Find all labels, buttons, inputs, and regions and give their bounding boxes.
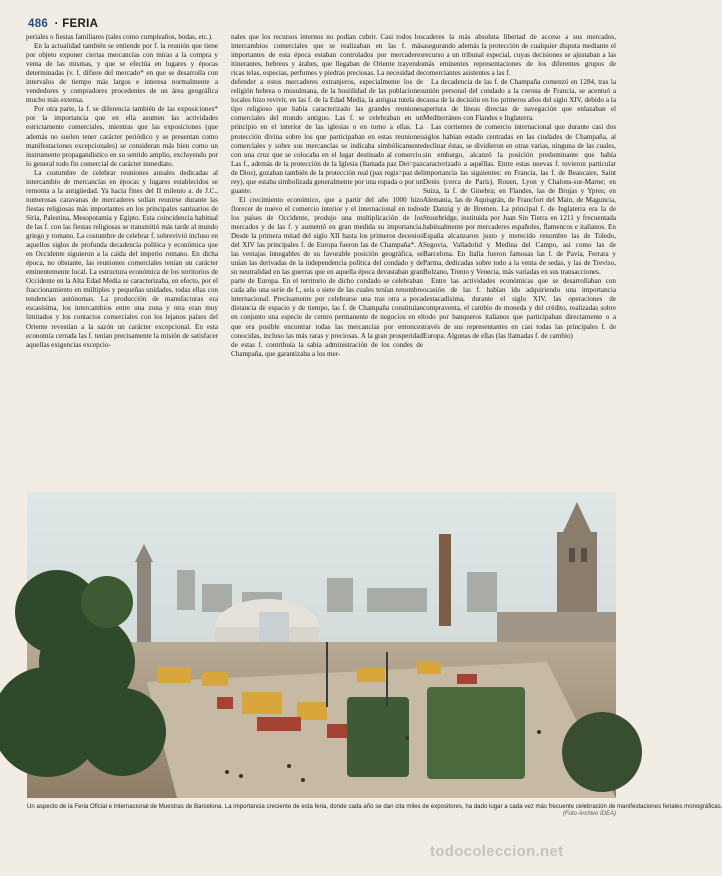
watermark: todocoleccion.net [430, 843, 564, 860]
hedge-center [347, 697, 409, 777]
paragraph: Entre las actividades económicas que se desarrollaban con ocasión de las f. habían ido adquiriendo una importancia destacadísima, durante el siglo XIV, las operaciones de compraventa, el cambio de moneda y del crédito, realizadas sobre todo por banqueros italianos que participaban directamente o a través de sus representantes en casi todas las principales f. de Europa. Algunas de ellas (las llamadas f. de cambio) [423, 277, 616, 340]
section-title: · FERIA [54, 18, 99, 30]
paragraph: periales o fiestas familiares (tales como cumpleaños, bodas, etc.). [26, 33, 213, 41]
paragraph: En la actualidad también se entiende por f. la reunión que tiene por objeto exponer ciertas mercancías con miras a la compra y venta de las mismas, y que se efectúa en lugares y épocas determinadas (v. f. difiere del mercado* en que se desarrolla con intervalos de tiempo más largos e interesa normalmente a vendedores y compradores procedentes de un área geográfica mucho más extensa. [26, 42, 218, 105]
paragraph: nales que los recursos internos no podían cubrir. Casi todos los intercambios comerciales que se realizaban en las f. más importantes de esta época estaban controlados por mercaderes itinerantes, hebreos y árabes, que llegaban de Oriente trayendo ricas telas, especias, perfumes y piedras preciosas. La necesidad de defender a estos mercaderes extranjeros, especialmente los de religión hebrea o musulmana, de la hostilidad de las poblaciones locales hizo revivir, en las f. de la Edad Media, la antigua tutela de tipo religioso que había caracterizado las grandes reuniones comerciales del mundo antiguo. Las f. se celebraban en un principio en el interior de las iglesias o en torno a ellas. La protección divina sobre los que participaban en estas reuniones comerciales y sobre sus mercancías se indicaba simbólicamente con una cruz que se colocaba en el lugar destinado al comercio. Las f., además de la protección de la Iglesia (llamada paz Dei=paz de Dios), gozaban también de la protección real (pax regis=paz del rey), que estaba simbolizada generalmente por una espada o por un guante. [231, 33, 423, 195]
hedge-right [427, 687, 525, 779]
photo-caption: Un aspecto de la Feria Oficial e Internacional de Muestras de Barcelona. La importancia creciente de esta feria, donde cada año se dan cita miles de expositores, ha dado lugar a cada vez más frecuente celebración de manifestaciones feriales monográficas. [27, 803, 722, 810]
text-column-1 [26, 33, 218, 467]
paragraph: Por otra parte, la f. se diferencia también de las exposiciones* por la importancia que en ella asumen las actividades estrictamente comerciales, mientras que las exposiciones (que además no suelen tener carácter periódico y se presentan como manifestaciones excepcionales) se consideran más bien como un instrumento propagandístico en su sentido amplio, excluyendo por lo general todo fin comercial de carácter inmediato. [26, 105, 218, 168]
photo-credit: (Foto Archivo IDEA) [562, 811, 616, 817]
paragraph: Las corrientes de comercio internacional que durante casi dos siglos habían estado centradas en las ciudades de Champaña, al declinar éstas, se dividieron en otras varias, ninguna de las cuales, sin embargo, alcanzó la posición predominante que había caracterizado a aquéllas. Entre estas nuevas f. tuvieron particular importancia las siguientes: en Francia, las f. de Beaucaire, Saint Denis (cerca de París), Rouen, Lyon y Chalons-sur-Marne; en Suiza, la f. de Ginebra; en Flandes, las de Brujas y Ypres; en Alemania, las de Aquisgrán, de Francfort del Main, de Maguncia, de Danzig y de Bremen. La principal f. de Inglaterra era la de Stourbridge, instituida por Juan Sin Tierra en 1211 y frecuentada habitualmente por mercaderes españoles, flamencos e italianos. En España alcanzaron justo y merecido renombre las de Toledo, Segovia, Valladolid y Medina del Campo, así como las de Barcelona. En Italia fueron famosas las f. de Pavía, Ferrara y Parma, dedicadas sobre todo a la venta de sedas, y las de Treviso, Bolzano, Trento y Venecia, más variadas en sus transacciones. [423, 123, 616, 277]
text-column-3 [423, 33, 616, 467]
left-tower [135, 544, 153, 642]
paragraph: caderes la más absoluta libertad de acceso a sus mercados, asegurando además la protección de cualquier disputa mediante el recurso a un tribunal especial, cuyas decisiones se ajustaban a las más eminentes representaciones de los diferentes grupos de comerciantes asistentes a las f. [423, 33, 616, 78]
chimney [439, 534, 451, 626]
paragraph: El crecimiento económico, que a partir del año 1000 hizo florecer de nuevo el comercio interior y el internacional en todos los países de Occidente, produjo una multiplicación de los mercados y de las f. y aumentó en gran medida su importancia. Desde la primera mitad del siglo XII hasta los primeros decenios del XIV las principales f. de Europa fueron las de Champaña*. A las ventajas innegables de su favorable posición geográfica, se unían las derivadas de la independencia política del condado y de su neutralidad en las guerras que en aquella época devastaban gran parte de Europa. En el territorio de dicho condado se celebraban cada año una serie de f., seis o siete de las cuales tenían renombre internacional. Precisamente por celebrarse una tras otra a poca distancia de espacio y de tiempo, las f. de Champaña constituían en conjunto una especie de centro permanente de negocios en el que era posible encontrar todas las mercancías por entonces conocidas, incluso las más raras y preciosas. A la gran prosperidad de estas f. contribuía la sabia administración de los condes de Champaña, que garantizaba a los mer- [231, 195, 423, 358]
fair-photo-illustration [27, 492, 616, 798]
page-number: 486 [28, 18, 49, 30]
page-header [28, 18, 98, 30]
paragraph: La costumbre de celebrar reuniones anuales dedicadas al intercambio de mercancías en épocas y lugares establecidos se remonta a la antigüedad. Ya hacia fines del II milenio a. de J.C., numerosas caravanas de mercaderes solían reunirse durante las fiestas religiosas más importantes en los principales santuarios de Siria, Palestina, Mesopotamia y Egipto. Esta coincidencia habitual de las f. con las fiestas religiosas se transmitió más tarde al mundo griego y romano. La costumbre de celebrar f. sobrevivió incluso en aquellos siglos de profunda decadencia política y económica que en Occidente siguieron a la caída del imperio romano. En dicha época, no obstante, las reuniones comerciales tenían un carácter eminentemente local. La estructura económica de los territorios de Occidente en la Alta Edad Media se caracterizaba, en efecto, por el fraccionamiento en múltiples y pequeñas unidades, todas ellas con tendencias autónomas. La producción de manufacturas era escasísima, los intercambios entre una zona y otra eran muy limitados y los contactos comerciales con los lejanos países del Oriente revestían a la sazón un carácter excepcional. En esta economía cerrada las f. tenían precisamente la misión de satisfacer aquellas exigencias excepcio- [26, 168, 218, 349]
text-column-2 [231, 33, 423, 467]
paragraph: La decadencia de las f. de Champaña comenzó en 1284, tras la unión personal del condado a la corona de Francia, se acentuó a causa de la decisión en los primeros años del siglo XIV, debido a la apertura de líneas directas de navegación que enlazaban el Mediterráneo con Flandes e Inglaterra. [423, 78, 616, 123]
fair-photo [27, 492, 616, 798]
